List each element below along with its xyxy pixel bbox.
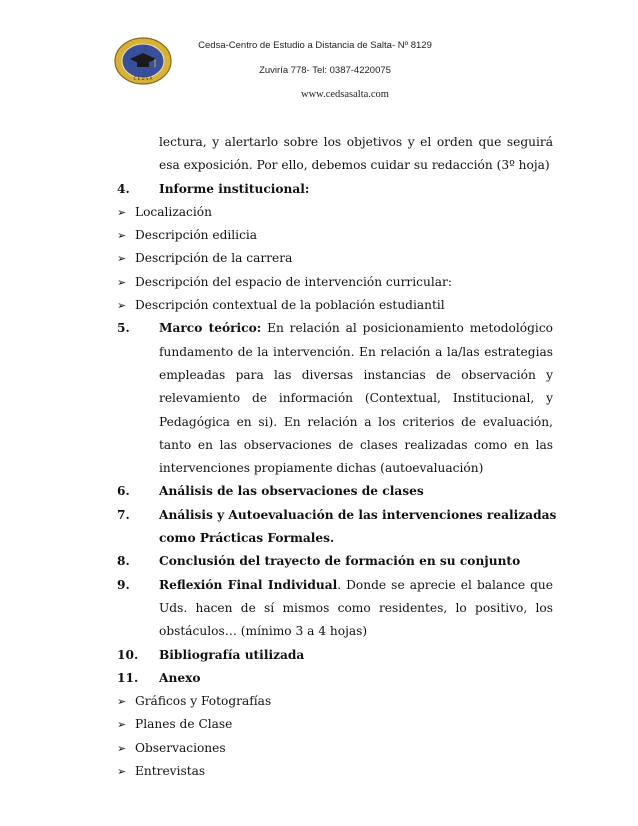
item-number: 11. bbox=[117, 670, 139, 685]
item-title: Marco teórico: bbox=[159, 321, 262, 336]
item-number: 6. bbox=[117, 484, 130, 499]
item-number: 7. bbox=[117, 507, 130, 522]
item-title: Anexo bbox=[159, 670, 201, 685]
website-link[interactable]: www.cedsasalta.com bbox=[301, 89, 389, 100]
intro-line-2: esa exposición. Por ello, debemos cuidar su redacción (3º hoja) bbox=[159, 158, 550, 173]
item-8 bbox=[117, 550, 553, 573]
bullet-arrow-icon: ➢ bbox=[117, 275, 127, 289]
bullet-arrow-icon: ➢ bbox=[117, 741, 127, 755]
bullet-arrow-icon: ➢ bbox=[117, 229, 127, 243]
item-9 bbox=[117, 574, 553, 597]
item-5-line: relevamiento de información (Contextual, Institucional, y bbox=[159, 391, 553, 406]
item-5-line: empleadas para las diversas instancias de observación y bbox=[159, 367, 553, 382]
item-9-line: obstáculos… (mínimo 3 a 4 hojas) bbox=[159, 624, 368, 639]
item-5 bbox=[117, 317, 553, 340]
institution-name: Cedsa-Centro de Estudio a Distancia de Salta- Nº 8129 bbox=[198, 40, 432, 51]
bullet-arrow-icon: ➢ bbox=[117, 765, 127, 779]
list-item: ➢ Descripción edilicia bbox=[117, 224, 553, 247]
list-item: ➢ Observaciones bbox=[117, 737, 553, 760]
item-number: 10. bbox=[117, 647, 139, 662]
bullet-arrow-icon: ➢ bbox=[117, 299, 127, 313]
svg-text:C E D S A: C E D S A bbox=[133, 76, 153, 81]
list-item: ➢ Descripción del espacio de intervención curricular: bbox=[117, 271, 553, 294]
item-number: 4. bbox=[117, 181, 130, 196]
item-6 bbox=[117, 480, 553, 503]
item-title: Análisis y Autoevaluación de las intervenciones realizadas bbox=[159, 507, 557, 522]
item-number: 9. bbox=[117, 577, 130, 592]
item-7 bbox=[117, 504, 557, 527]
item-10 bbox=[117, 644, 553, 667]
item-number: 8. bbox=[117, 554, 130, 569]
item-7-line: como Prácticas Formales. bbox=[159, 531, 335, 546]
bullet-arrow-icon: ➢ bbox=[117, 718, 127, 732]
item-11 bbox=[117, 667, 553, 690]
item-5-line: tanto en las observaciones de clases realizadas como en las bbox=[159, 437, 553, 452]
item-number: 5. bbox=[117, 321, 130, 336]
contact-line: Zuviría 778- Tel: 0387-4220075 bbox=[259, 65, 391, 76]
list-item: ➢ Localización bbox=[117, 201, 553, 224]
item-5-line: intervenciones propiamente dichas (autoevaluación) bbox=[159, 461, 484, 476]
item-text: . Donde se aprecie el balance que bbox=[337, 577, 553, 592]
list-item: ➢ Gráficos y Fotografías bbox=[117, 690, 553, 713]
item-title: Análisis de las observaciones de clases bbox=[159, 484, 424, 499]
item-4 bbox=[117, 178, 553, 201]
document-body bbox=[117, 131, 557, 783]
intro-line-1: lectura, y alertarlo sobre los objetivos y el orden que seguirá bbox=[159, 135, 553, 149]
list-item: ➢ Descripción contextual de la población estudiantil bbox=[117, 294, 553, 317]
list-item: ➢ Entrevistas bbox=[117, 760, 553, 783]
list-item: ➢ Descripción de la carrera bbox=[117, 247, 553, 270]
item-title: Informe institucional: bbox=[159, 181, 310, 196]
bullet-arrow-icon: ➢ bbox=[117, 205, 127, 219]
bullet-arrow-icon: ➢ bbox=[117, 695, 127, 709]
list-item: ➢ Planes de Clase bbox=[117, 713, 553, 736]
item-5-line: Pedagógica en si). En relación a los criterios de evaluación, bbox=[159, 414, 553, 429]
item-title: Conclusión del trayecto de formación en su conjunto bbox=[159, 554, 521, 569]
item-9-line: Uds. hacen de sí mismos como residentes, lo positivo, los bbox=[159, 600, 553, 615]
bullet-arrow-icon: ➢ bbox=[117, 252, 127, 266]
item-text: En relación al posicionamiento metodológico bbox=[261, 321, 553, 336]
item-title: Reflexión Final Individual bbox=[159, 577, 338, 592]
item-title: Bibliografía utilizada bbox=[159, 647, 305, 662]
item-5-line: fundamento de la intervención. En relación a la/las estrategias bbox=[159, 344, 553, 359]
